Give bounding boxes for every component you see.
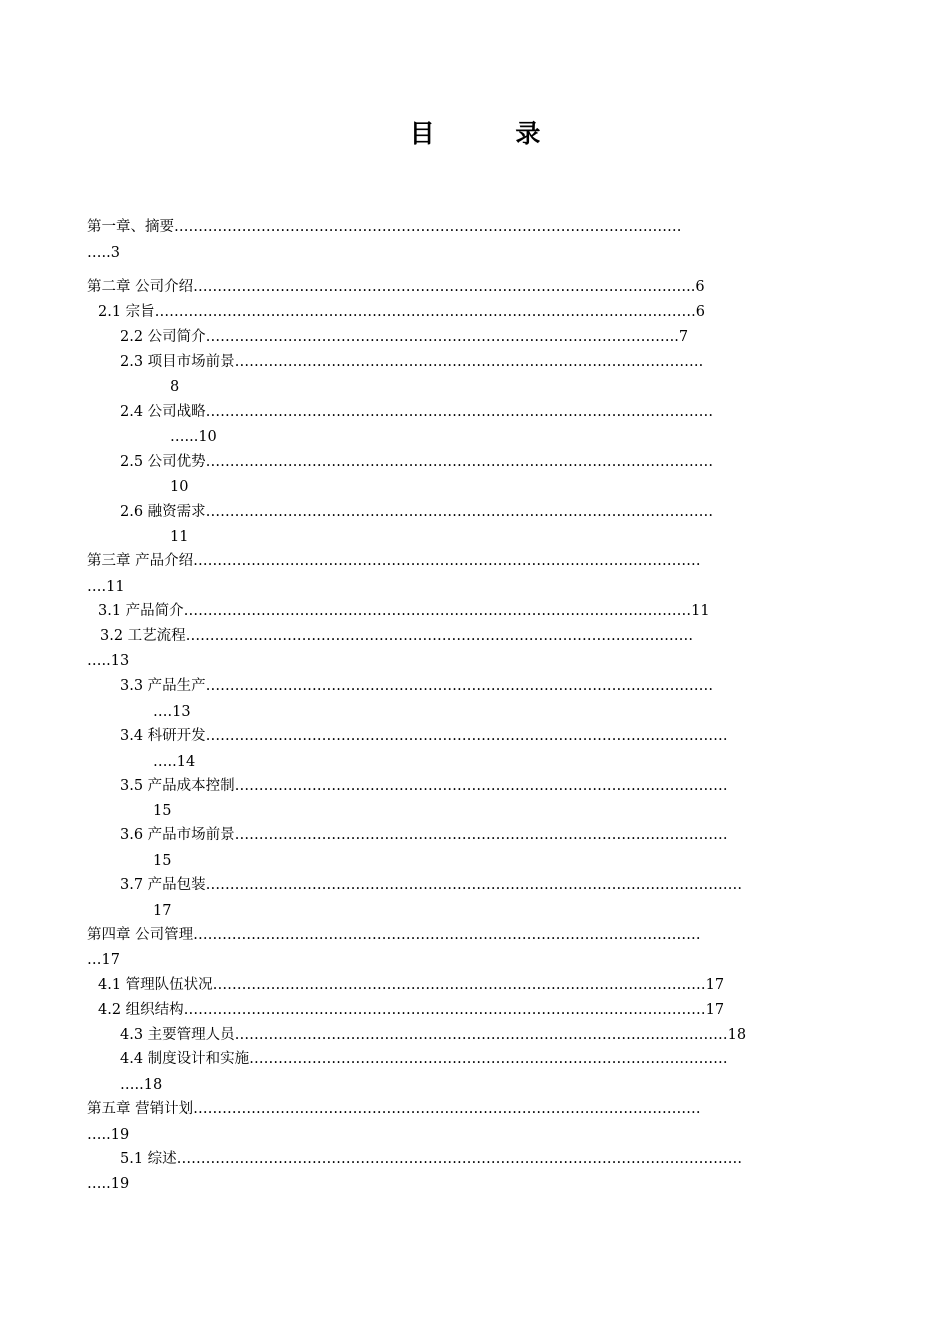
toc-entry-5-1[interactable]: 5.1 综述………………………………………………………………………………………………………	[120, 1151, 743, 1167]
toc-page-ch4: …17	[87, 952, 120, 968]
toc-page-3-4: …..14	[153, 754, 196, 770]
toc-page-3-3: ….13	[153, 704, 191, 720]
toc-entry-ch1[interactable]: 第一章、摘要……………………………………………………………………………………………	[87, 219, 682, 235]
toc-entry-2-1[interactable]: 2.1 宗旨………………………………………………………………………………………………….6	[98, 304, 706, 320]
toc-entry-2-5[interactable]: 2.5 公司优势……………………………………………………………………………………………	[120, 454, 714, 470]
toc-page-2-3: 8	[170, 379, 180, 395]
toc-page-2-5: 10	[170, 479, 189, 495]
toc-page-ch3: ….11	[87, 579, 125, 595]
toc-page-2-6: 11	[170, 529, 189, 545]
toc-entry-ch4[interactable]: 第四章 公司管理……………………………………………………………………………………………	[87, 927, 701, 943]
toc-entry-4-1[interactable]: 4.1 管理队伍状况…………………………………………………………………………………………17	[98, 977, 725, 993]
toc-entry-2-3[interactable]: 2.3 项目市场前景…………………………………………………………………………………….	[120, 354, 704, 370]
toc-entry-3-3[interactable]: 3.3 产品生产……………………………………………………………………………………………	[120, 678, 714, 694]
page-title: 目 录	[409, 119, 577, 148]
toc-page-3-2: …..13	[87, 653, 130, 669]
toc-entry-ch3[interactable]: 第三章 产品介绍……………………………………………………………………………………………	[87, 553, 701, 569]
toc-entry-2-2[interactable]: 2.2 公司简介……………………………………………………………………………………..7	[120, 329, 689, 345]
toc-entry-4-4[interactable]: 4.4 制度设计和实施………………………………………………………………………………………	[120, 1051, 728, 1067]
toc-entry-ch5[interactable]: 第五章 营销计划……………………………………………………………………………………………	[87, 1101, 701, 1117]
toc-entry-3-7[interactable]: 3.7 产品包装…………………………………………………………………………………………………	[120, 877, 743, 893]
toc-entry-3-2[interactable]: 3.2 工艺流程……………………………………………………………………………………………	[100, 628, 694, 644]
toc-entry-3-1[interactable]: 3.1 产品简介……………………………………………………………………………………………11	[98, 603, 710, 619]
toc-entry-3-6[interactable]: 3.6 产品市场前景…………………………………………………………………………………………	[120, 827, 728, 843]
toc-page-3-5: 15	[153, 803, 172, 819]
toc-page-ch5: …..19	[87, 1127, 130, 1143]
toc-entry-3-4[interactable]: 3.4 科研开发………………………………………………………………………………………………	[120, 728, 728, 744]
toc-page-3-7: 17	[153, 903, 172, 919]
toc-page-5-1: …..19	[87, 1176, 130, 1192]
toc-page-3-6: 15	[153, 853, 172, 869]
toc-page-2-4: …...10	[170, 429, 217, 445]
toc-entry-4-2[interactable]: 4.2 组织结构………………………………………………………………………………………………17	[98, 1002, 725, 1018]
toc-entry-2-4[interactable]: 2.4 公司战略……………………………………………………………………………………………	[120, 404, 714, 420]
toc-entry-ch2[interactable]: 第二章 公司介绍…………………………………………………………………………………………..6	[87, 279, 705, 295]
toc-entry-3-5[interactable]: 3.5 产品成本控制…………………………………………………………………………………………	[120, 778, 728, 794]
toc-entry-4-3[interactable]: 4.3 主要管理人员…………………………………………………………………………………………18	[120, 1027, 747, 1043]
toc-page-ch1: …..3	[87, 245, 120, 261]
toc-page-4-4: …..18	[120, 1077, 163, 1093]
toc-entry-2-6[interactable]: 2.6 融资需求……………………………………………………………………………………………	[120, 504, 714, 520]
